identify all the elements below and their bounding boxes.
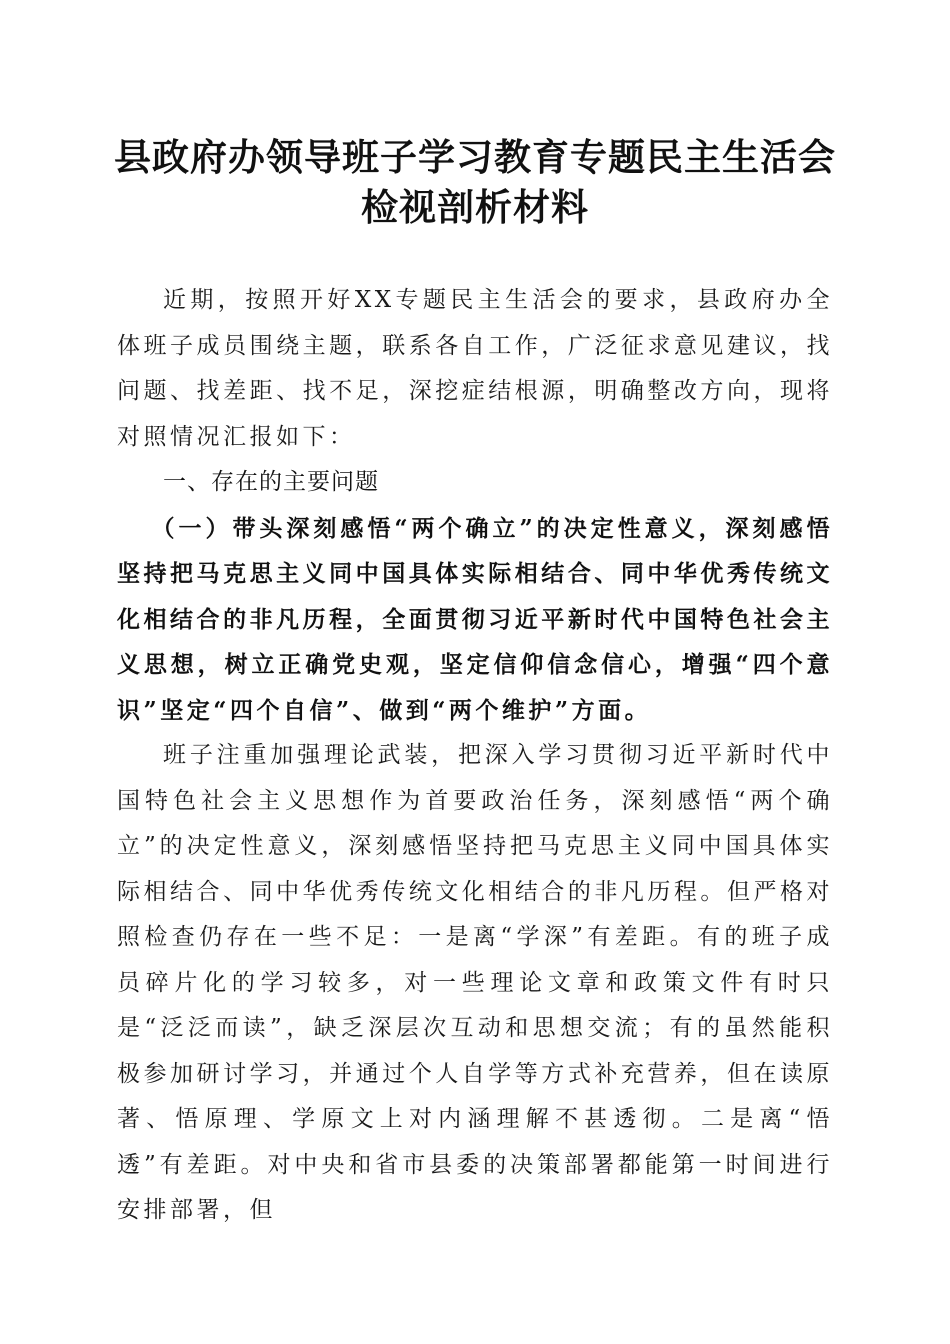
section-heading: 一、存在的主要问题: [163, 469, 379, 495]
intro-paragraph: 近期，按照开好XX专题民主生活会的要求，县政府办全体班子成员围绕主题，联系各自工作，广泛征求意见建议，找问题、找差距、找不足，深挖症结根源，明确整改方向，现将对照情况汇报如下：: [117, 287, 833, 450]
body-paragraph: 班子注重加强理论武装，把深入学习贯彻习近平新时代中国特色社会主义思想作为首要政治任务，深刻感悟“两个确立”的决定性意义，深刻感悟坚持把马克思主义同中国具体实际相结合、同中华优秀传统文化相结合的非凡历程。但严格对照检查仍存在一些不足：一是离“学深”有差距。有的班子成员碎片化的学习较多，对一些理论文章和政策文件有时只是“泛泛而读”，缺乏深层次互动和思想交流；有的虽然能积极参加研讨学习，并通过个人自学等方式补充营养，但在读原著、悟原理、学原文上对内涵理解不甚透彻。二是离“悟透”有差距。对中央和省市县委的决策部署都能第一时间进行安排部署，但: [117, 742, 833, 1223]
subsection-heading: （一）带头深刻感悟“两个确立”的决定性意义，深刻感悟坚持把马克思主义同中国具体实际相结合、同中华优秀传统文化相结合的非凡历程，全面贯彻习近平新时代中国特色社会主义思想，树立正确党史观，坚定信仰信念信心，增强“四个意识”坚定“四个自信”、做到“两个维护”方面。: [117, 514, 833, 724]
document-title: 县政府办领导班子学习教育专题民主生活会检视剖析材料: [114, 135, 836, 229]
document-body: [117, 278, 833, 1234]
